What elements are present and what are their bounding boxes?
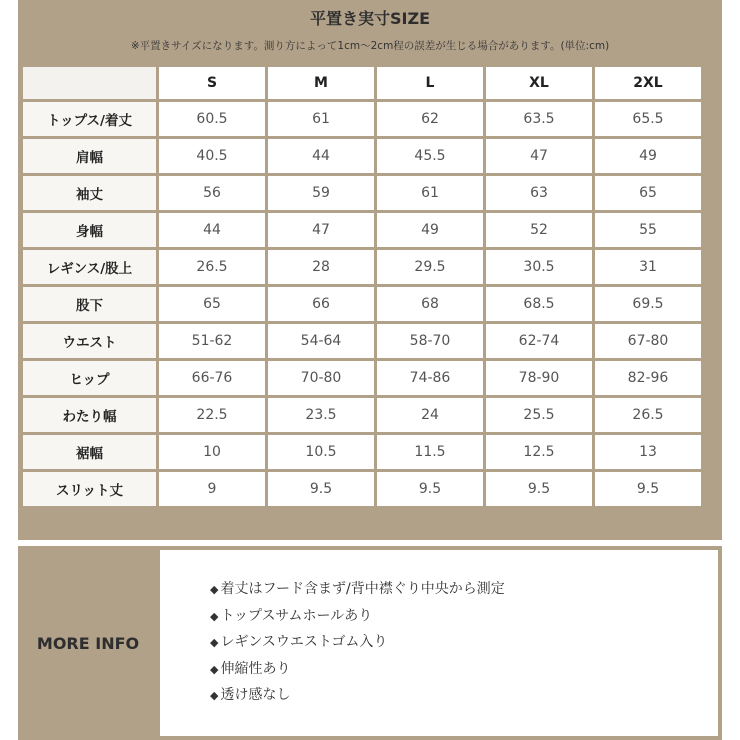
more-info-item xyxy=(210,576,718,603)
measurement-cell: 66-76 xyxy=(159,361,265,395)
row-label-cell: ウエスト xyxy=(23,324,156,358)
measurement-cell: 65 xyxy=(159,287,265,321)
more-info-item xyxy=(210,682,718,709)
measurement-cell: 10 xyxy=(159,435,265,469)
measurement-cell: 26.5 xyxy=(595,398,701,432)
measurement-cell: 31 xyxy=(595,250,701,284)
table-row xyxy=(23,287,701,321)
measurement-cell: 47 xyxy=(486,139,592,173)
row-label-cell: 身幅 xyxy=(23,213,156,247)
table-row xyxy=(23,472,701,506)
more-info-label: MORE INFO xyxy=(36,633,140,653)
size-chart-title: 平置き実寸SIZE xyxy=(309,9,430,28)
measurement-cell: 56 xyxy=(159,176,265,210)
row-label-cell: レギンス/股上 xyxy=(23,250,156,284)
more-info-item xyxy=(210,629,718,656)
measurement-cell: 58-70 xyxy=(377,324,483,358)
measurement-cell: 22.5 xyxy=(159,398,265,432)
measurement-cell: 52 xyxy=(486,213,592,247)
table-row xyxy=(23,213,701,247)
measurement-cell: 61 xyxy=(377,176,483,210)
measurement-cell: 29.5 xyxy=(377,250,483,284)
measurement-cell: 62 xyxy=(377,102,483,136)
measurement-cell: 26.5 xyxy=(159,250,265,284)
measurement-cell: 9.5 xyxy=(268,472,374,506)
row-label-cell: ヒップ xyxy=(23,361,156,395)
measurement-cell: 59 xyxy=(268,176,374,210)
measurement-cell: 44 xyxy=(159,213,265,247)
measurement-cell: 11.5 xyxy=(377,435,483,469)
measurement-cell: 63.5 xyxy=(486,102,592,136)
measurement-cell: 24 xyxy=(377,398,483,432)
header-size-s: S xyxy=(159,67,265,99)
table-header-row xyxy=(23,67,701,99)
measurement-cell: 62-74 xyxy=(486,324,592,358)
measurement-cell: 63 xyxy=(486,176,592,210)
diamond-bullet-icon: ◆ xyxy=(210,662,219,676)
more-info-text: 伸縮性あり xyxy=(220,660,291,677)
table-row xyxy=(23,435,701,469)
row-label-cell: 肩幅 xyxy=(23,139,156,173)
more-info-list xyxy=(160,550,718,709)
measurement-cell: 47 xyxy=(268,213,374,247)
size-table xyxy=(20,64,704,509)
measurement-cell: 9.5 xyxy=(595,472,701,506)
header-size-2xl: 2XL xyxy=(595,67,701,99)
table-row xyxy=(23,324,701,358)
measurement-cell: 66 xyxy=(268,287,374,321)
measurement-cell: 70-80 xyxy=(268,361,374,395)
measurement-cell: 67-80 xyxy=(595,324,701,358)
table-row xyxy=(23,250,701,284)
table-row xyxy=(23,361,701,395)
measurement-cell: 61 xyxy=(268,102,374,136)
header-corner-cell xyxy=(23,67,156,99)
diamond-bullet-icon: ◆ xyxy=(210,689,219,702)
measurement-cell: 45.5 xyxy=(377,139,483,173)
measurement-cell: 9.5 xyxy=(486,472,592,506)
row-label-cell: わたり幅 xyxy=(23,398,156,432)
header-size-m: M xyxy=(268,67,374,99)
measurement-cell: 30.5 xyxy=(486,250,592,284)
measurement-cell: 68 xyxy=(377,287,483,321)
measurement-cell: 65.5 xyxy=(595,102,701,136)
measurement-cell: 10.5 xyxy=(268,435,374,469)
measurement-note: ※平置きサイズになります。測り方によって1cm～2cm程の誤差が生じる場合があります。(単位:cm) xyxy=(130,40,610,52)
more-info-body xyxy=(160,550,718,736)
diamond-bullet-icon: ◆ xyxy=(210,583,219,596)
diamond-bullet-icon: ◆ xyxy=(210,609,219,623)
measurement-cell: 40.5 xyxy=(159,139,265,173)
measurement-cell: 82-96 xyxy=(595,361,701,395)
measurement-cell: 12.5 xyxy=(486,435,592,469)
measurement-cell: 74-86 xyxy=(377,361,483,395)
measurement-cell: 69.5 xyxy=(595,287,701,321)
row-label-cell: 裾幅 xyxy=(23,435,156,469)
more-info-text: レギンスウエストゴム入り xyxy=(220,634,388,650)
more-info-text: 透け感なし xyxy=(220,687,291,703)
row-label-cell: スリット丈 xyxy=(23,472,156,506)
measurement-cell: 25.5 xyxy=(486,398,592,432)
more-info-text: トップスサムホールあり xyxy=(220,607,373,624)
row-label-cell: 袖丈 xyxy=(23,176,156,210)
measurement-cell: 54-64 xyxy=(268,324,374,358)
table-row xyxy=(23,102,701,136)
more-info-text: 着丈はフード含まず/背中襟ぐり中央から測定 xyxy=(220,581,505,597)
more-info-item xyxy=(210,603,718,630)
measurement-cell: 49 xyxy=(377,213,483,247)
measurement-cell: 49 xyxy=(595,139,701,173)
measurement-cell: 44 xyxy=(268,139,374,173)
measurement-cell: 13 xyxy=(595,435,701,469)
measurement-cell: 51-62 xyxy=(159,324,265,358)
measurement-cell: 9 xyxy=(159,472,265,506)
size-chart-panel xyxy=(18,0,722,540)
measurement-cell: 78-90 xyxy=(486,361,592,395)
table-row xyxy=(23,139,701,173)
header-size-l: L xyxy=(377,67,483,99)
measurement-cell: 28 xyxy=(268,250,374,284)
measurement-cell: 65 xyxy=(595,176,701,210)
header-size-xl: XL xyxy=(486,67,592,99)
measurement-cell: 60.5 xyxy=(159,102,265,136)
row-label-cell: トップス/着丈 xyxy=(23,102,156,136)
measurement-cell: 23.5 xyxy=(268,398,374,432)
table-row xyxy=(23,398,701,432)
more-info-panel xyxy=(18,546,722,740)
measurement-cell: 68.5 xyxy=(486,287,592,321)
measurement-cell: 9.5 xyxy=(377,472,483,506)
more-info-item xyxy=(210,656,718,683)
diamond-bullet-icon: ◆ xyxy=(210,636,219,649)
measurement-cell: 55 xyxy=(595,213,701,247)
row-label-cell: 股下 xyxy=(23,287,156,321)
table-row xyxy=(23,176,701,210)
